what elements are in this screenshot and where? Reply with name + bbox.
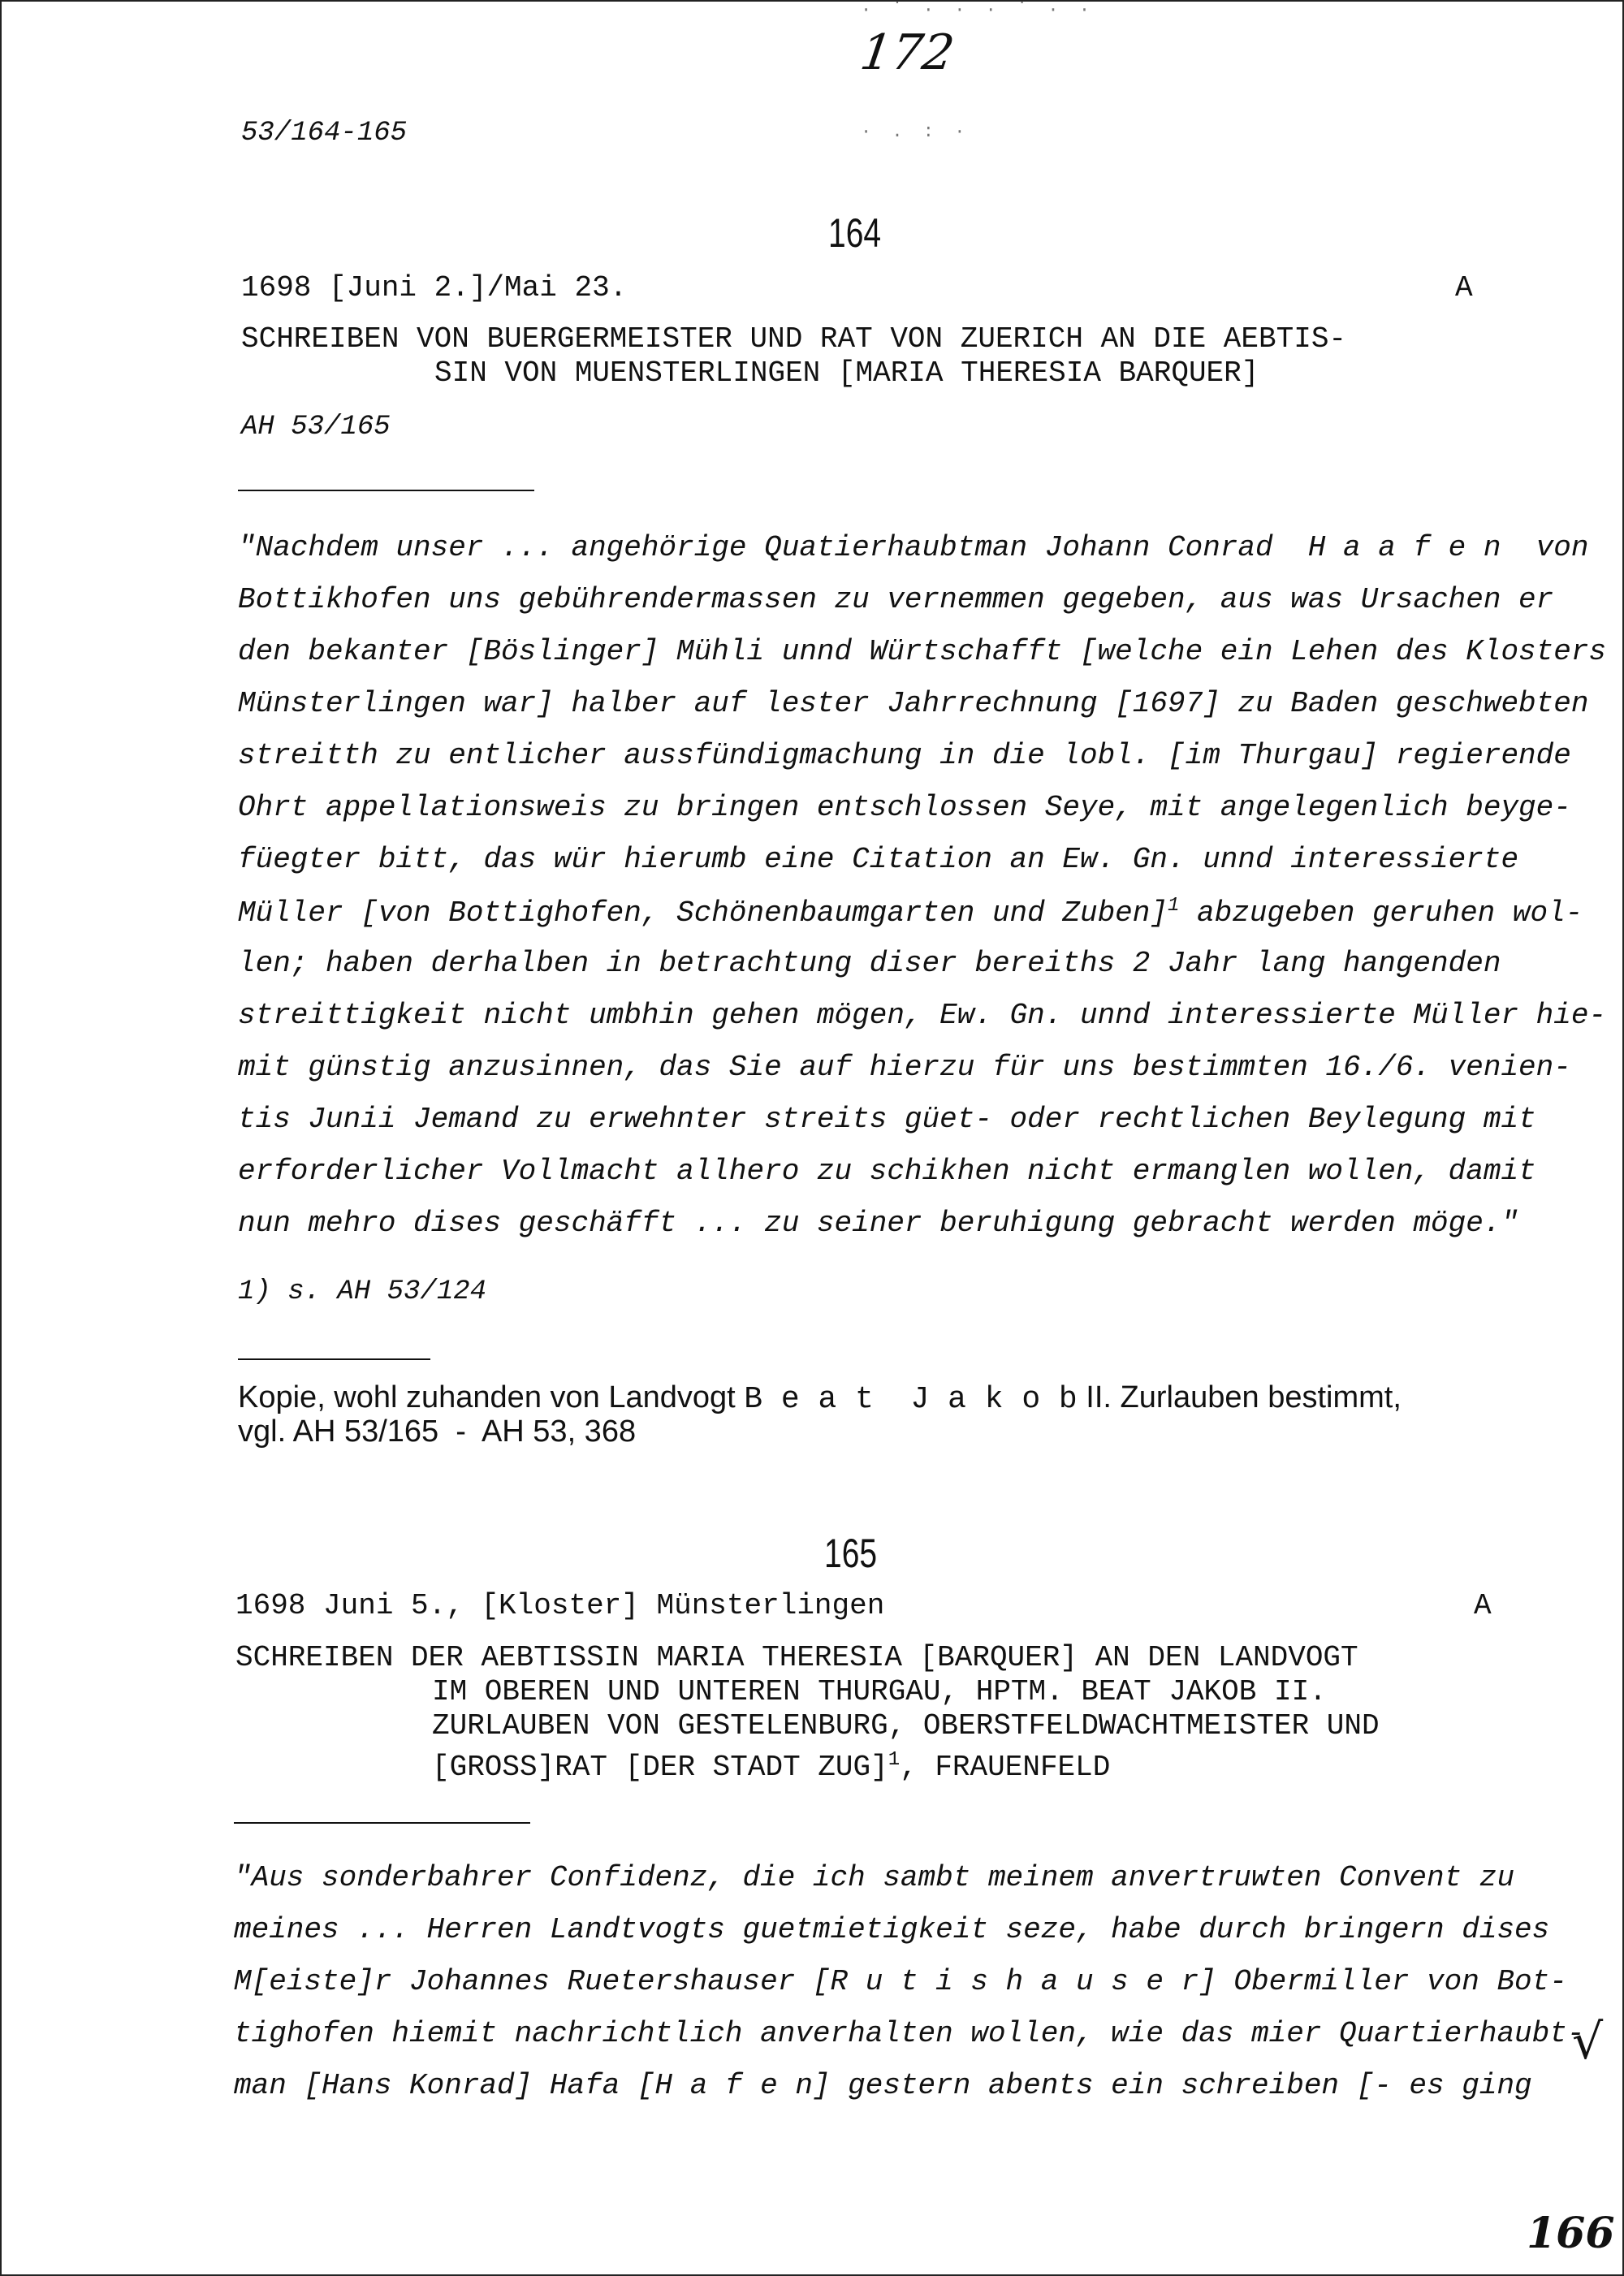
remark-line: vgl. AH 53/165 - AH 53, 368: [238, 1414, 637, 1449]
entry-heading: SIN VON MUENSTERLINGEN [MARIA THERESIA BARQUER]: [434, 356, 1259, 390]
entry-date: 1698 [Juni 2.]/Mai 23.: [241, 271, 628, 304]
divider: [238, 1358, 430, 1360]
check-mark: √: [1572, 2014, 1604, 2071]
divider: [238, 490, 534, 491]
quote-text: Müller [von Bottighofen, Schönenbaumgarten und Zuben]: [238, 896, 1168, 930]
handwritten-page-number: 172: [857, 24, 958, 81]
quote-text: abzugeben geruhen wol-: [1179, 896, 1583, 930]
quote-line: tighofen hiemit nachrichtlich anverhalten wollen, wie das mier Quartierhaubt-: [234, 2017, 1585, 2050]
entry-heading: [432, 1743, 1110, 1786]
quote-line: len; haben derhalben in betrachtung diser bereiths 2 Jahr lang hangenden: [238, 947, 1501, 980]
quote-line: den bekanter [Böslinger] Mühli unnd Würtschafft [welche ein Lehen des Klosters: [238, 635, 1607, 668]
entry-heading: ZURLAUBEN VON GESTELENBURG, OBERSTFELDWACHTMEISTER UND: [432, 1709, 1380, 1743]
remark-text: Kopie, wohl zuhanden von Landvogt: [238, 1380, 745, 1414]
entry-marker: A: [1455, 271, 1473, 304]
quote-line: M[eiste]r Johannes Ruetershauser [R u t i s h a u s e r] Obermiller von Bot-: [234, 1965, 1567, 1998]
quote-line: [238, 895, 1583, 930]
entry-heading: SCHREIBEN VON BUERGERMEISTER UND RAT VON ZUERICH AN DIE AEBTIS-: [241, 322, 1347, 356]
quote-line: meines ... Herren Landtvogts guetmietigkeit seze, habe durch bringern dises: [234, 1913, 1550, 1946]
archive-reference: 53/164-165: [241, 118, 408, 149]
quote-line: Münsterlingen war] halber auf lester Jahrrechnung [1697] zu Baden geschwebten: [238, 687, 1589, 720]
scan-noise: · ˙ · · · ˙ · ·: [861, 0, 1095, 20]
remark-line: [238, 1380, 1402, 1417]
heading-text: , FRAUENFELD: [900, 1751, 1111, 1784]
quote-line: erforderlicher Vollmacht allhero zu schikhen nicht ermanglen wollen, damit: [238, 1155, 1536, 1188]
entry-heading: SCHREIBEN DER AEBTISSIN MARIA THERESIA [BARQUER] AN DEN LANDVOGT: [235, 1641, 1358, 1674]
quote-line: Bottikhofen uns gebührendermassen zu vernemmen gegeben, aus was Ursachen er: [238, 583, 1554, 616]
quote-line: "Aus sonderbahrer Confidenz, die ich sambt meinem anvertruwten Convent zu: [234, 1861, 1515, 1894]
quote-line: nun mehro dises geschäfft ... zu seiner beruhigung gebracht werden möge.": [238, 1207, 1519, 1240]
entry-heading: IM OBEREN UND UNTEREN THURGAU, HPTM. BEAT JAKOB II.: [432, 1675, 1327, 1708]
scan-noise: · . : ·: [861, 122, 970, 142]
entry-source: AH 53/165: [241, 412, 391, 443]
quote-line: füegter bitt, das wür hierumb eine Citation an Ew. Gn. unnd interessierte: [238, 843, 1519, 876]
quote-line: streitth zu entlicher aussfündigmachung in die lobl. [im Thurgau] regierende: [238, 739, 1571, 772]
handwritten-bottom-number: 166: [1527, 2209, 1615, 2258]
footnote-ref: 1: [888, 1749, 901, 1771]
heading-text: [GROSS]RAT [DER STADT ZUG]: [432, 1751, 888, 1784]
footnote: 1) s. AH 53/124: [238, 1276, 487, 1307]
entry-date: 1698 Juni 5., [Kloster] Münsterlingen: [235, 1589, 885, 1622]
quote-line: tis Junii Jemand zu erwehnter streits güet- oder rechtlichen Beylegung mit: [238, 1103, 1536, 1136]
entry-marker: A: [1474, 1589, 1492, 1622]
divider: [234, 1822, 530, 1824]
entry-number: 165: [824, 1531, 878, 1576]
quote-line: mit günstig anzusinnen, das Sie auf hierzu für uns bestimmten 16./6. venien-: [238, 1051, 1571, 1084]
quote-line: man [Hans Konrad] Hafa [H a f e n] gestern abents ein schreiben [- es ging: [234, 2069, 1532, 2102]
entry-number: 164: [828, 210, 882, 256]
remark-person: B e a t J a k o b: [744, 1382, 1078, 1417]
quote-line: "Nachdem unser ... angehörige Quatierhaubtman Johann Conrad H a a f e n von: [238, 531, 1589, 564]
remark-text: II. Zurlauben bestimmt,: [1077, 1380, 1402, 1414]
quote-line: streittigkeit nicht umbhin gehen mögen, Ew. Gn. unnd interessierte Müller hie-: [238, 999, 1607, 1032]
footnote-ref: 1: [1168, 895, 1180, 917]
quote-line: Ohrt appellationsweis zu bringen entschlossen Seye, mit angelegenlich beyge-: [238, 791, 1571, 824]
